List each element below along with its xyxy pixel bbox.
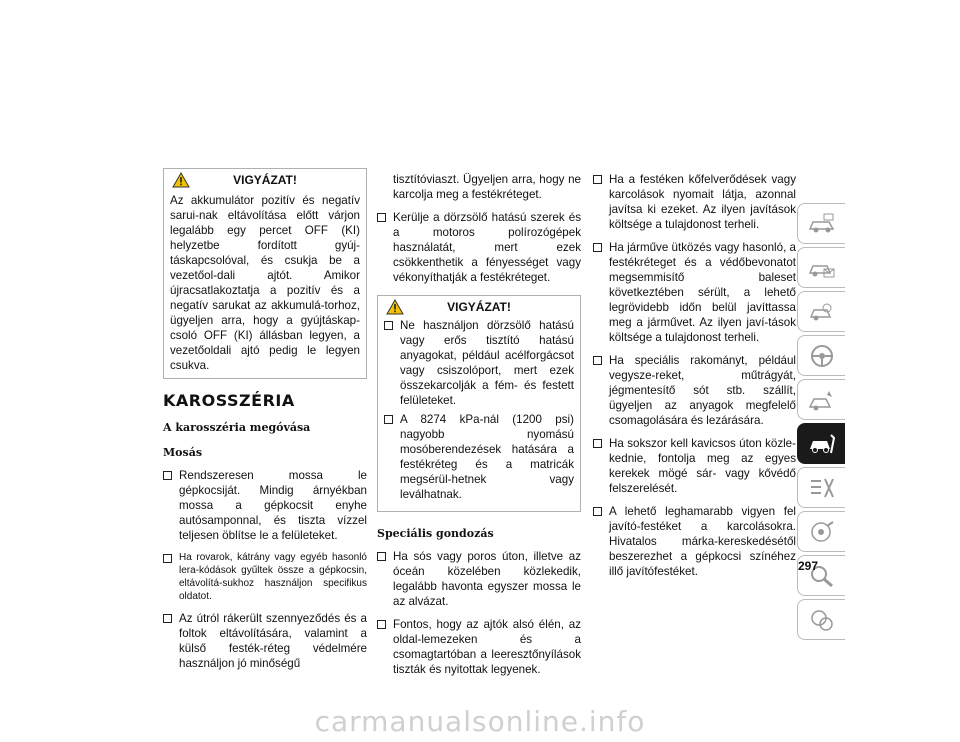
- column-left: [163, 168, 367, 679]
- technical-specs-icon: [807, 519, 837, 545]
- list-item: Kerülje a dörzsölő hatású szerek és a motoros polírozógépek használatát, mert ezek csökkenthetik a fényességet vagy vékonyíthatják a festékréteget.: [377, 210, 581, 285]
- subsection-heading: A karosszéria megóvása: [163, 421, 311, 434]
- list-item: A lehető leghamarabb vigyen fel javító-festéket a karcolásokra. Hivatalos márka-kereskedésétől beszerezhet a gépkocsi színéhez illő javítófestéket.: [593, 504, 796, 579]
- list-item: Az útról rákerült szennyeződés és a foltok eltávolítására, valamint a külső festék-réteg védelmére használjon jó minőségű: [163, 611, 367, 671]
- tools-icon: [807, 475, 837, 501]
- list-item: Ha rovarok, kátrány vagy egyéb hasonló lera-kódások gyűltek össze a gépkocsin, eltávolítá-sukhoz használjon specifikus oldatot.: [163, 551, 367, 603]
- list-item: Ha sós vagy poros úton, illetve az óceán közelében közlekedik, legalább havonta egyszer mossa le az alvázat.: [377, 549, 581, 609]
- warning-box: [163, 168, 367, 379]
- warning-title: VIGYÁZAT!: [447, 300, 511, 314]
- continued-paragraph: tisztítóviaszt. Ügyeljen arra, hogy ne karcolja meg a festékréteget.: [393, 173, 581, 201]
- warning-header: [164, 169, 366, 191]
- tab-languages[interactable]: [797, 599, 845, 640]
- tab-car-safety[interactable]: [797, 291, 845, 332]
- list-item: Rendszeresen mossa le gépkocsiját. Mindig árnyékban mossa a gépkocsit enyhe autósamponnal, és tiszta vízzel teljesen öblítse le a felületeket.: [163, 468, 367, 543]
- warning-text: Az akkumulátor pozitív és negatív sarui-nak eltávolítása előtt várjon legalább egy percet OFF (KI) helyzetbe fordított gyúj-táskapcsolóval, és csukja be a vezetőol-dali ajtót. Amikor újracsatlakoztatja a pozitív és a negatív sarukat az akkumulá-torhoz, ügyeljen arra, hogy a gyújtáskap-csoló OFF (KI) állásban legyen, a vezetőoldali ajtó pedig le legyen csukva.: [170, 194, 360, 372]
- warning-list-item: Ne használjon dörzsölő hatású vagy erős tisztító hatású anyagokat, például acélforgácsot vagy csiszolóport, mert ezek összekarcolják a fém- és festett felületeket.: [384, 318, 574, 408]
- tab-technical-specs[interactable]: [797, 511, 845, 552]
- watermark: carmanualsonline.info: [314, 705, 646, 738]
- tab-car-message[interactable]: [797, 247, 845, 288]
- tab-car-service[interactable]: [797, 423, 845, 464]
- list-item: Ha a festéken kőfelverődések vagy karcolások nyomait látja, azonnal javítsa ki ezeket. Az ilyen javítások költsége a tulajdonost terheli.: [593, 172, 796, 232]
- section-heading: KAROSSZÉRIA: [163, 391, 295, 410]
- warning-header: [378, 296, 580, 318]
- warning-icon: [172, 172, 190, 188]
- column-middle: [377, 172, 581, 685]
- tab-tools[interactable]: [797, 467, 845, 508]
- warning-box: [377, 295, 581, 512]
- column-right: [593, 172, 796, 587]
- tab-car-crash[interactable]: [797, 379, 845, 420]
- list-item: Ha járműve ütközés vagy hasonló, a festékréteget és a védőbevonatot megsemmisítő baleset következtében sérült, a lehető legrövidebb időn belül javíttassa meg a járművet. Az ilyen javí-tások költsége a tulajdonost terheli.: [593, 240, 796, 345]
- list-item: Ha speciális rakományt, például vegysze-reket, műtrágyát, jégmentesítő sót stb. szállít, ügyeljen az anyagok megfelelő csomagolására és lezárására.: [593, 353, 796, 428]
- list-item: Ha sokszor kell kavicsos úton közle-kednie, fontolja meg az egyes kerekek mögé sár- vagy kővédő felszerelését.: [593, 436, 796, 496]
- tab-car-dashboard[interactable]: [797, 203, 845, 244]
- subsection-heading: Speciális gondozás: [377, 527, 494, 540]
- list-item: Fontos, hogy az ajtók alsó élén, az oldal-lemezeken és a csomagtartóban a leeresztőnyílások tiszták és nyitottak legyenek.: [377, 617, 581, 677]
- tab-steering-wheel[interactable]: [797, 335, 845, 376]
- warning-title: VIGYÁZAT!: [233, 173, 297, 187]
- car-service-icon: [807, 431, 837, 457]
- chapter-tabs: [797, 203, 845, 643]
- car-crash-icon: [807, 387, 837, 413]
- car-message-icon: [807, 255, 837, 281]
- steering-wheel-icon: [807, 343, 837, 369]
- warning-icon: [386, 299, 404, 315]
- car-dashboard-icon: [807, 211, 837, 237]
- page-number: 297: [798, 559, 819, 573]
- car-safety-icon: [807, 299, 837, 325]
- subsubsection-heading: Mosás: [163, 446, 203, 459]
- warning-list-item: A 8274 kPa-nál (1200 psi) nagyobb nyomású mosóberendezések hatására a festékréteg és a matricák megsérül-hetnek vagy leválhatnak.: [384, 412, 574, 502]
- languages-icon: [807, 607, 837, 633]
